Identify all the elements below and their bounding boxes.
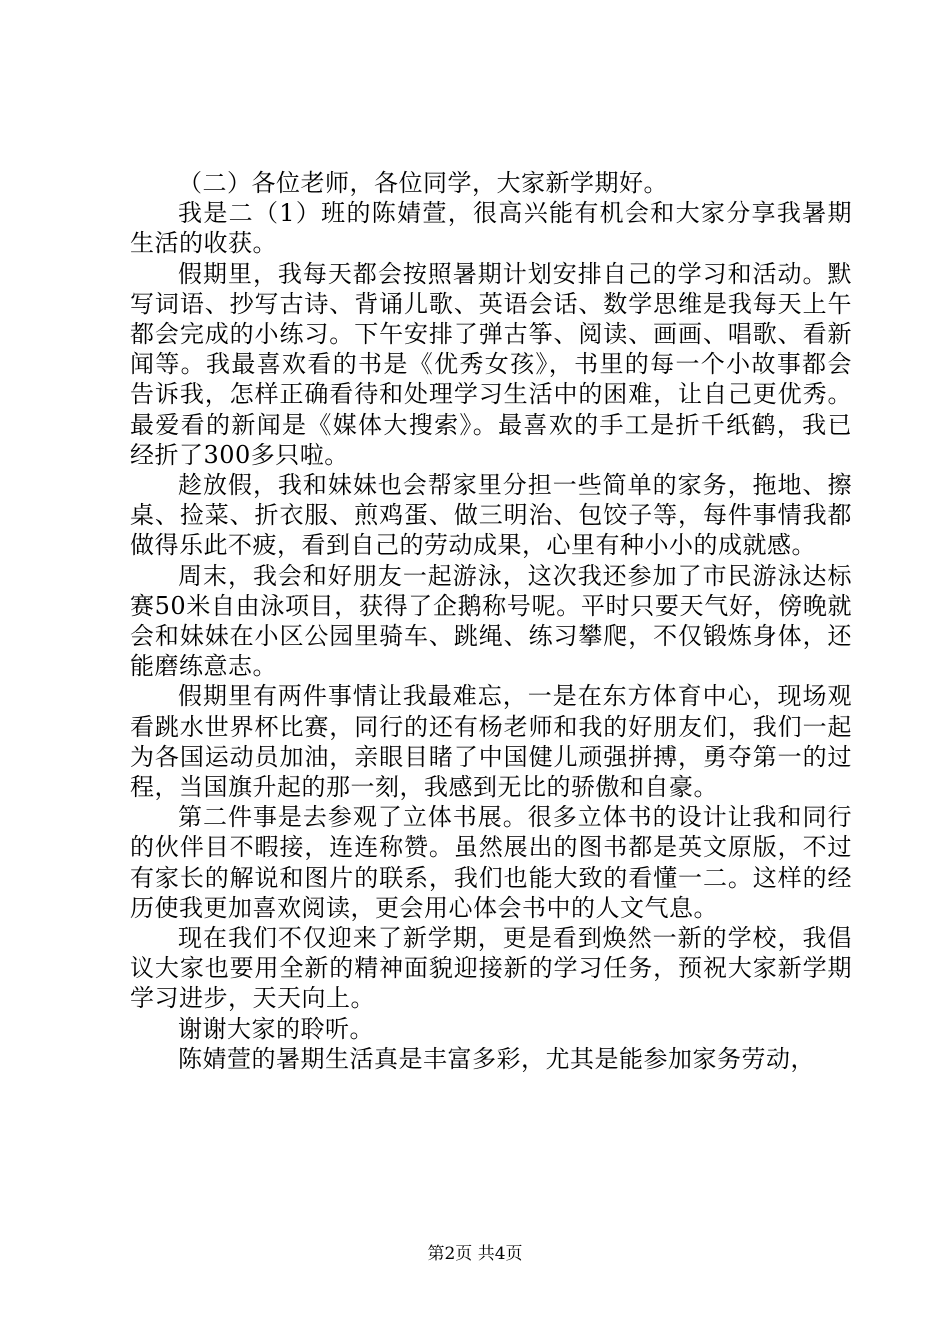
paragraph-memorable-event-2: 第二件事是去参观了立体书展。很多立体书的设计让我和同行的伙伴目不暇接，连连称赞。虽然展出的图书都是英文原版，不过有家长的解说和图片的联系，我们也能大致的看懂一二。这样的经历使我更加喜欢阅读，更会用心体会书中的人文气息。 bbox=[130, 803, 852, 922]
paragraph-weekend: 周末，我会和好朋友一起游泳，这次我还参加了市民游泳达标赛50米自由泳项目，获得了企鹅称号呢。平时只要天气好，傍晚就会和妹妹在小区公园里骑车、跳绳、练习攀爬，不仅锻炼身体，还能磨练意志。 bbox=[130, 561, 852, 681]
paragraph-thanks: 谢谢大家的聆听。 bbox=[178, 1014, 374, 1043]
page-number-footer: 第2页 共4页 bbox=[427, 1244, 523, 1264]
paragraph-greeting: （二）各位老师，各位同学，大家新学期好。 bbox=[178, 169, 668, 197]
paragraph-daily-plan: 假期里，我每天都会按照暑期计划安排自己的学习和活动。默写词语、抄写古诗、背诵儿歌、英语会话、数学思维是我每天上午都会完成的小练习。下午安排了弹古筝、阅读、画画、唱歌、看新闻等。我最喜欢看的书是《优秀女孩》，书里的每一个小故事都会告诉我，怎样正确看待和处理学习生活中的困难，让自己更优秀。最爱看的新闻是《媒体大搜索》。最喜欢的手工是折千纸鹤，我已经折了300多只啦。 bbox=[130, 259, 852, 469]
paragraph-housework: 趁放假，我和妹妹也会帮家里分担一些简单的家务，拖地、擦桌、捡菜、折衣服、煎鸡蛋、做三明治、包饺子等，每件事情我都做得乐此不疲，看到自己的劳动成果，心里有种小小的成就感。 bbox=[130, 471, 852, 560]
paragraph-introduction: 我是二（1）班的陈婧萱，很高兴能有机会和大家分享我暑期生活的收获。 bbox=[130, 199, 852, 258]
document-body bbox=[130, 168, 852, 1074]
paragraph-comment: 陈婧萱的暑期生活真是丰富多彩，尤其是能参加家务劳动， bbox=[178, 1044, 815, 1073]
paragraph-new-semester: 现在我们不仅迎来了新学期，更是看到焕然一新的学校，我倡议大家也要用全新的精神面貌迎接新的学习任务，预祝大家新学期学习进步，天天向上。 bbox=[130, 924, 852, 1013]
paragraph-memorable-event-1: 假期里有两件事情让我最难忘，一是在东方体育中心，现场观看跳水世界杯比赛，同行的还有杨老师和我的好朋友们，我们一起为各国运动员加油，亲眼目睹了中国健儿顽强拼搏，勇夺第一的过程，当国旗升起的那一刻，我感到无比的骄傲和自豪。 bbox=[130, 682, 852, 802]
